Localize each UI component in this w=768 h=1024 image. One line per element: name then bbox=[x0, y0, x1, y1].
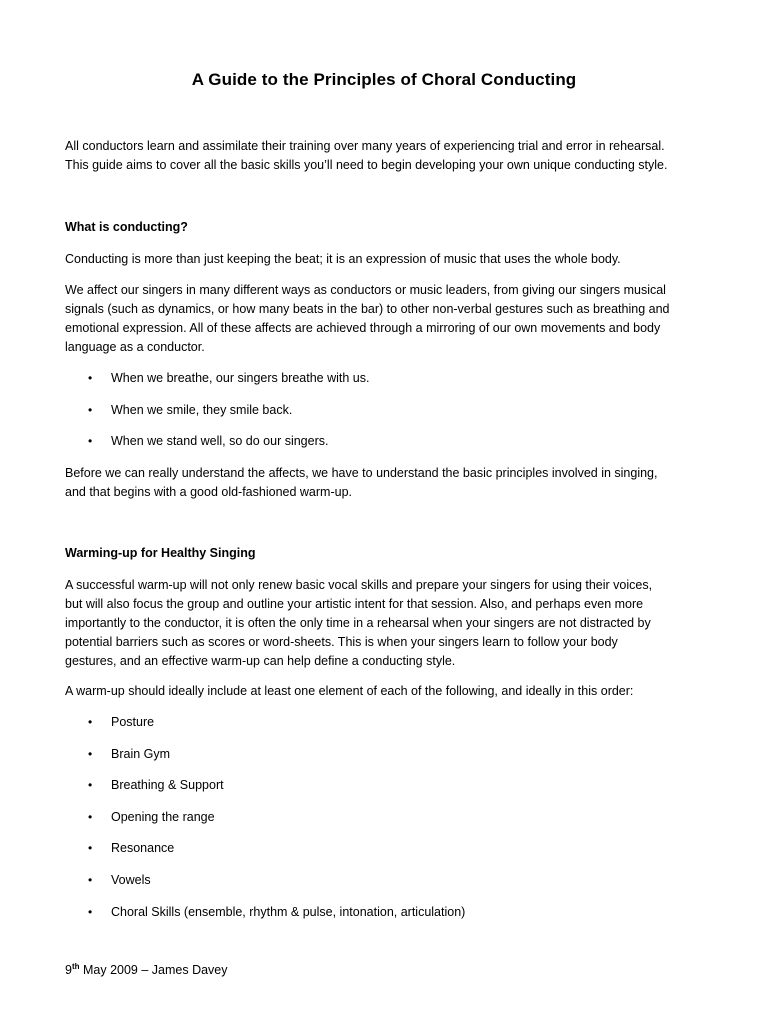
footer-day: 9 bbox=[65, 963, 72, 977]
bullet-icon: • bbox=[88, 403, 93, 417]
bullet-icon: • bbox=[88, 371, 93, 385]
intro-paragraph bbox=[65, 137, 705, 175]
list-item-text: Resonance bbox=[111, 841, 175, 855]
paragraph-line: A successful warm-up will not only renew basic vocal skills and prepare your singers for using their voices, bbox=[65, 578, 653, 592]
footer-day-suffix: th bbox=[71, 962, 80, 971]
list-item-text: Choral Skills (ensemble, rhythm & pulse, intonation, articulation) bbox=[111, 905, 466, 919]
paragraph-line: We affect our singers in many different ways as conductors or music leaders, from giving our singers musical bbox=[65, 283, 666, 297]
list-item-text: Brain Gym bbox=[111, 747, 171, 761]
paragraph-line: emotional expression. All of these affects are achieved through a mirroring of our own movements and body bbox=[65, 321, 661, 335]
list-item-text: Posture bbox=[111, 715, 155, 729]
bullet-icon: • bbox=[88, 747, 93, 761]
section-heading-warming-up: Warming-up for Healthy Singing bbox=[65, 546, 256, 560]
list-item-text: When we breathe, our singers breathe with us. bbox=[111, 371, 370, 385]
bullet-icon: • bbox=[88, 778, 93, 792]
list-item bbox=[88, 432, 328, 451]
intro-line: All conductors learn and assimilate their training over many years of experiencing trial and error in rehearsal. bbox=[65, 139, 665, 153]
bullet-icon: • bbox=[88, 715, 93, 729]
paragraph-line: gestures, and an effective warm-up can help define a conducting style. bbox=[65, 654, 456, 668]
list-item-text: When we stand well, so do our singers. bbox=[111, 434, 329, 448]
paragraph-line: language as a conductor. bbox=[65, 340, 205, 354]
list-item bbox=[88, 808, 215, 827]
paragraph-line: but will also focus the group and outline your artistic intent for that session. Also, and perhaps even more bbox=[65, 597, 644, 611]
list-item bbox=[88, 713, 154, 732]
bullet-icon: • bbox=[88, 810, 93, 824]
paragraph-line: signals (such as dynamics, or how many beats in the bar) to other non-verbal gestures such as breathing and bbox=[65, 302, 670, 316]
bullet-icon: • bbox=[88, 873, 93, 887]
list-item bbox=[88, 871, 151, 890]
list-item bbox=[88, 745, 170, 764]
paragraph-line: potential barriers such as scores or word-sheets. This is when your singers learn to follow your body bbox=[65, 635, 618, 649]
list-item-text: Breathing & Support bbox=[111, 778, 224, 792]
paragraph-line: importantly to the conductor, it is often the only time in a rehearsal when your singers are not distracted by bbox=[65, 616, 651, 630]
list-item bbox=[88, 369, 369, 388]
page-footer bbox=[65, 962, 228, 977]
list-item-text: Opening the range bbox=[111, 810, 215, 824]
footer-date-author: May 2009 – James Davey bbox=[79, 963, 228, 977]
list-item-text: Vowels bbox=[111, 873, 151, 887]
paragraph-line: and that begins with a good old-fashioned warm-up. bbox=[65, 485, 352, 499]
list-item bbox=[88, 839, 174, 858]
paragraph bbox=[65, 576, 705, 671]
page-title: A Guide to the Principles of Choral Conducting bbox=[191, 70, 577, 89]
list-item bbox=[88, 903, 465, 922]
list-item bbox=[88, 401, 292, 420]
list-item bbox=[88, 776, 224, 795]
bullet-icon: • bbox=[88, 905, 93, 919]
bullet-icon: • bbox=[88, 434, 93, 448]
section-heading-what-is-conducting: What is conducting? bbox=[65, 220, 188, 234]
list-item-text: When we smile, they smile back. bbox=[111, 403, 293, 417]
paragraph bbox=[65, 464, 705, 502]
intro-line: This guide aims to cover all the basic skills you’ll need to begin developing your own unique conducting style. bbox=[65, 158, 668, 172]
paragraph: A warm-up should ideally include at least one element of each of the following, and ideally in this order: bbox=[65, 684, 634, 698]
paragraph bbox=[65, 281, 705, 357]
paragraph: Conducting is more than just keeping the beat; it is an expression of music that uses the whole body. bbox=[65, 252, 621, 266]
paragraph-line: Before we can really understand the affects, we have to understand the basic principles involved in singing, bbox=[65, 466, 658, 480]
bullet-icon: • bbox=[88, 841, 93, 855]
